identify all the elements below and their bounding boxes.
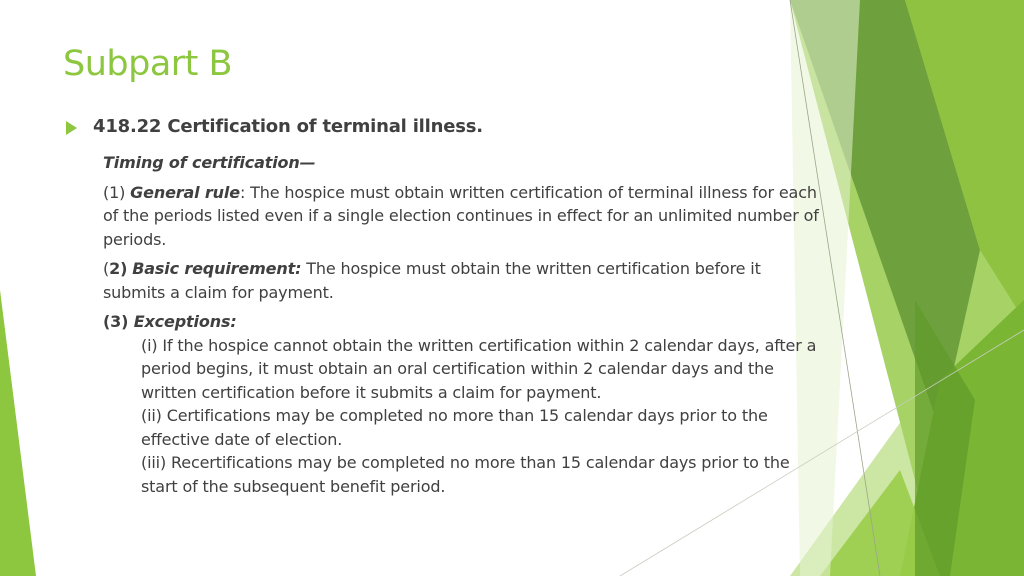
- exception-item-3: (iii) Recertifications may be completed no more than 15 calendar days prior to the start of the subsequent benefit period.: [141, 453, 790, 496]
- rule-1-paragraph: [103, 181, 823, 252]
- rule-3-paragraph: [103, 310, 823, 334]
- section-heading: 418.22 Certification of terminal illness.: [93, 116, 483, 137]
- rule-2-open-paren: (: [103, 259, 110, 278]
- rule-1-number: (1): [103, 182, 131, 202]
- timing-heading: [103, 151, 823, 175]
- left-green-sliver: [0, 290, 36, 576]
- exception-item-1: (i) If the hospice cannot obtain the written certification within 2 calendar days, after a period begins, it must obtain an oral certification within 2 calendar days and the written certification before it submits a claim for payment.: [141, 335, 817, 402]
- exception-item-2: (ii) Certifications may be completed no more than 15 calendar days prior to the effective date of election.: [141, 406, 768, 449]
- rule-3-number: (3): [103, 312, 134, 331]
- slide-body: [103, 151, 823, 498]
- rule-2-paragraph: [103, 257, 823, 304]
- rule-3-label: Exceptions:: [133, 312, 237, 331]
- rule-2-label: Basic requirement:: [132, 259, 302, 278]
- rule-2-text: The hospice must obtain the written certification before it submits a claim for payment.: [103, 259, 761, 302]
- rule-2-number: 2): [109, 259, 128, 278]
- timing-heading-text: Timing of certification—: [103, 153, 316, 172]
- rule-1-label: General rule: [130, 182, 240, 202]
- rule-1-text: : The hospice must obtain written certification of terminal illness for each of the periods listed even if a single election continues in effect for an unlimited number of periods.: [103, 182, 819, 249]
- slide-title: Subpart B: [63, 44, 233, 84]
- bullet-arrow-icon: [66, 121, 77, 135]
